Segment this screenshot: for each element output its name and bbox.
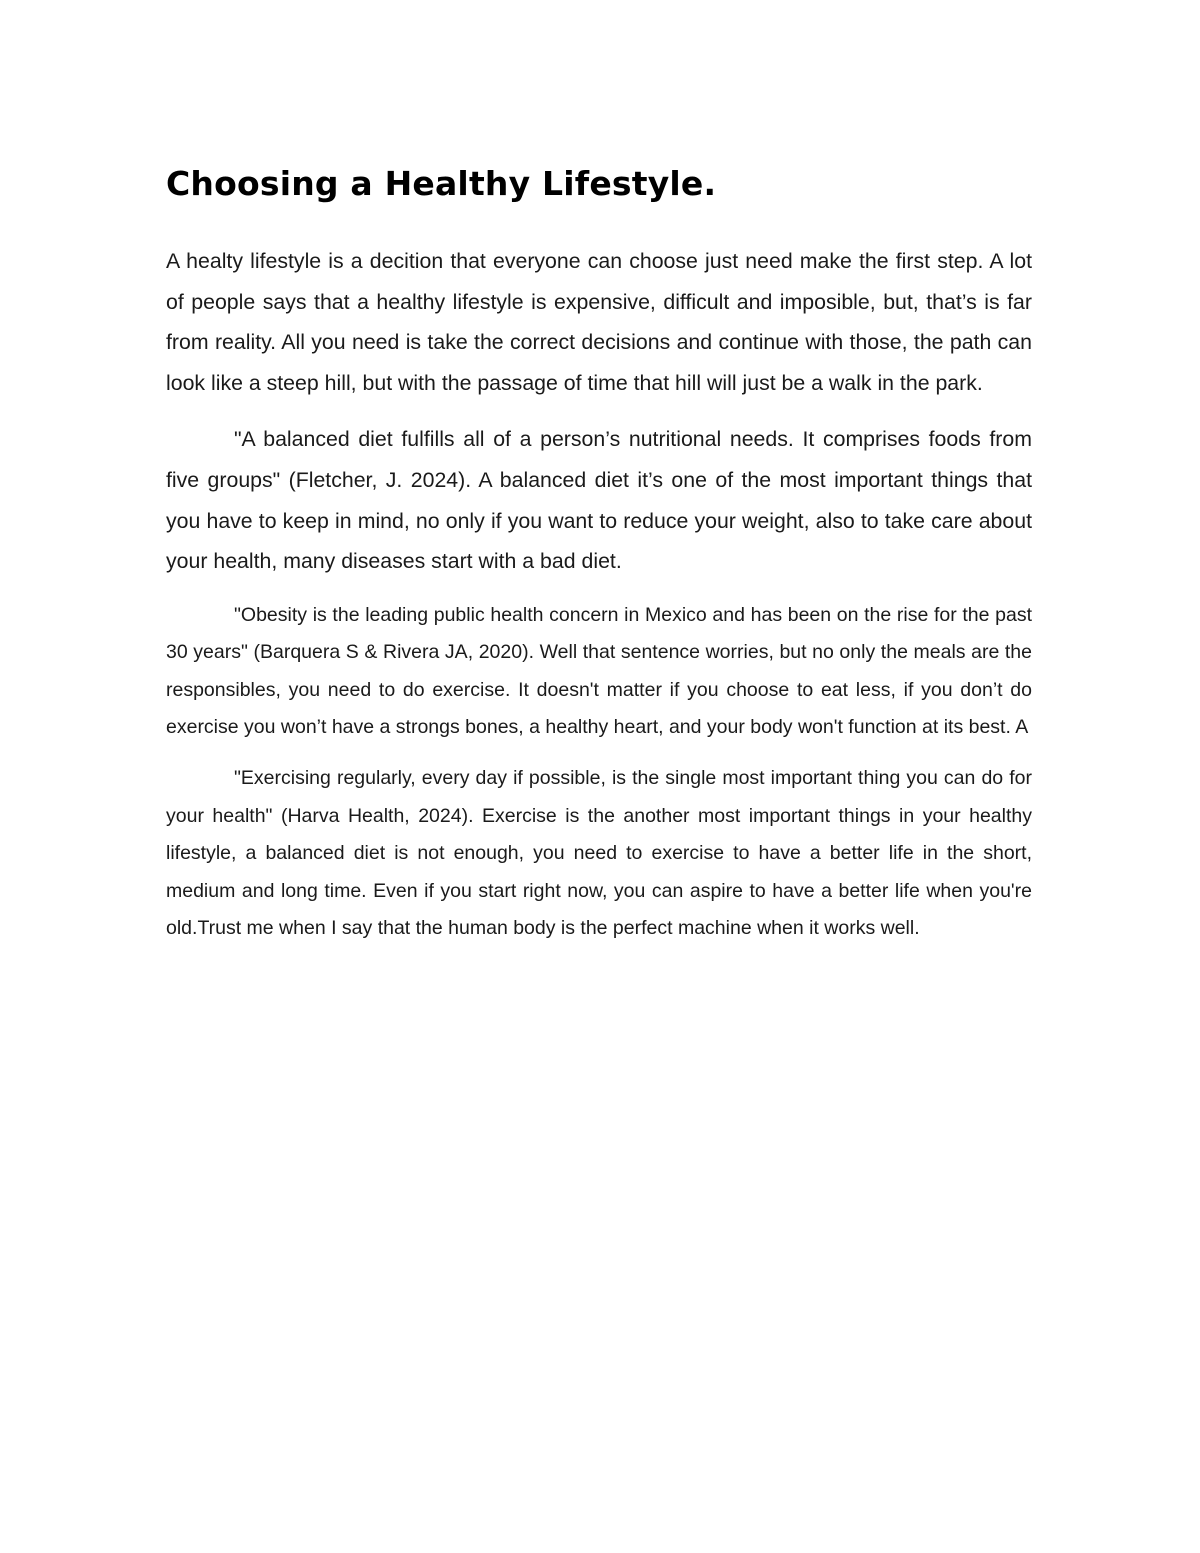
paragraph-exercise: "Exercising regularly, every day if possible, is the single most important thing you can do for your health" (Harva Health, 2024). Exercise is the another most important things in your healthy lifestyle, a balanced diet is not enough, you need to exercise to have a better life in the short, medium and long time. Even if you start right now, you can aspire to have a better life when you're old.Trust me when I say that the human body is the perfect machine when it works well. (166, 767, 1032, 939)
document-body (166, 160, 1032, 947)
paragraph-balanced-diet: "A balanced diet fulfills all of a person’s nutritional needs. It comprises foods from five groups" (Fletcher, J. 2024). A balanced diet it’s one of the most important things that you have to keep in mind, no only if you want to reduce your weight, also to take care about your health, many diseases start with a bad diet. (166, 427, 1032, 574)
document-title: Choosing a Healthy Lifestyle. (166, 164, 717, 203)
paragraph-intro: A healty lifestyle is a decition that everyone can choose just need make the first step. A lot of people says that a healthy lifestyle is expensive, difficult and imposible, but, that’s is far from reality. All you need is take the correct decisions and continue with those, the path can look like a steep hill, but with the passage of time that hill will just be a walk in the park. (166, 249, 1032, 395)
paragraph-obesity: "Obesity is the leading public health concern in Mexico and has been on the rise for the past 30 years" (Barquera S & Rivera JA, 2020). Well that sentence worries, but no only the meals are the responsibles, you need to do exercise. It doesn't matter if you choose to eat less, if you don’t do exercise you won’t have a strongs bones, a healthy heart, and your body won't function at its best. A (166, 603, 1032, 738)
